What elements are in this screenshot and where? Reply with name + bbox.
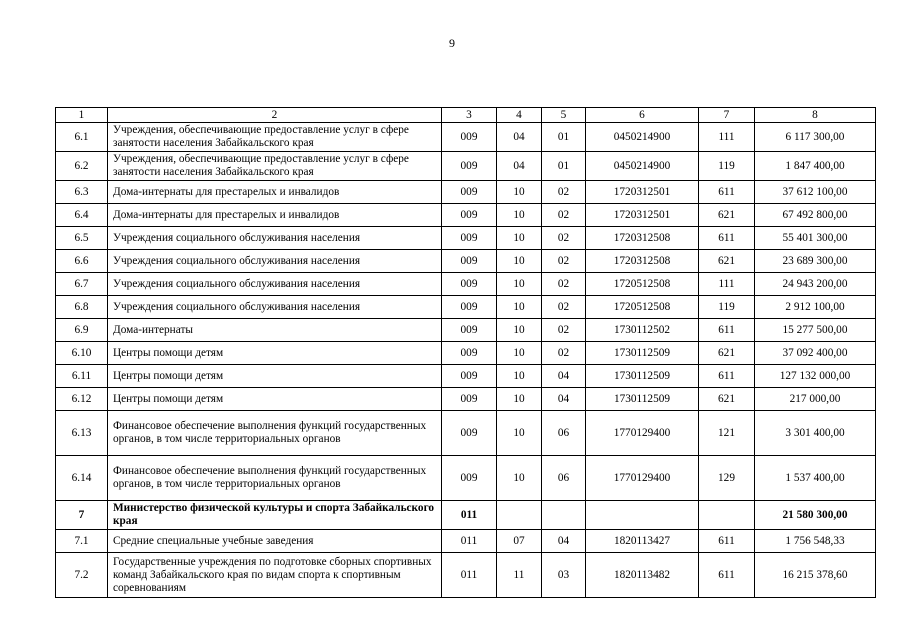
table-row [56,204,876,227]
code-section: 10 [497,411,542,456]
code-section: 10 [497,181,542,204]
table-row [56,530,876,553]
row-name: Учреждения социального обслуживания населения [108,296,442,319]
code-target: 1720512508 [586,296,699,319]
code-section: 04 [497,123,542,152]
row-name: Учреждения, обеспечивающие предоставление услуг в сфере занятости населения Забайкальского края [108,123,442,152]
code-ministry: 009 [442,181,497,204]
code-section: 10 [497,273,542,296]
code-expense-type: 111 [699,273,755,296]
code-subsection: 02 [542,273,586,296]
column-header: 7 [699,108,755,123]
table-row [56,296,876,319]
row-number: 6.4 [56,204,108,227]
code-ministry: 011 [442,501,497,530]
row-name: Государственные учреждения по подготовке сборных спортивных команд Забайкальского края по видам спорта к спортивным соревнованиям [108,553,442,598]
table-row [56,181,876,204]
code-expense-type: 111 [699,123,755,152]
column-header: 3 [442,108,497,123]
amount: 217 000,00 [755,388,876,411]
code-subsection [542,501,586,530]
row-name: Центры помощи детям [108,342,442,365]
table-row [56,411,876,456]
row-number: 7.1 [56,530,108,553]
code-section: 10 [497,365,542,388]
code-subsection: 02 [542,296,586,319]
row-name: Учреждения социального обслуживания населения [108,227,442,250]
amount: 21 580 300,00 [755,501,876,530]
code-section: 11 [497,553,542,598]
row-number: 6.1 [56,123,108,152]
code-ministry: 009 [442,204,497,227]
row-name: Центры помощи детям [108,365,442,388]
code-ministry: 009 [442,296,497,319]
amount: 24 943 200,00 [755,273,876,296]
row-number: 6.7 [56,273,108,296]
amount: 15 277 500,00 [755,319,876,342]
column-header: 8 [755,108,876,123]
code-subsection: 02 [542,342,586,365]
code-expense-type: 119 [699,296,755,319]
amount: 37 612 100,00 [755,181,876,204]
code-section: 10 [497,342,542,365]
code-subsection: 04 [542,388,586,411]
row-number: 6.11 [56,365,108,388]
amount: 16 215 378,60 [755,553,876,598]
code-section: 10 [497,456,542,501]
column-header: 5 [542,108,586,123]
row-number: 6.5 [56,227,108,250]
table-row [56,388,876,411]
code-expense-type: 611 [699,530,755,553]
amount: 1 756 548,33 [755,530,876,553]
amount: 23 689 300,00 [755,250,876,273]
row-name: Средние специальные учебные заведения [108,530,442,553]
page-number: 9 [449,36,455,50]
amount: 37 092 400,00 [755,342,876,365]
code-expense-type: 611 [699,181,755,204]
code-ministry: 009 [442,152,497,181]
amount: 1 847 400,00 [755,152,876,181]
code-expense-type [699,501,755,530]
code-target: 1720312501 [586,181,699,204]
code-expense-type: 611 [699,365,755,388]
code-subsection: 01 [542,123,586,152]
code-expense-type: 611 [699,227,755,250]
code-subsection: 06 [542,411,586,456]
code-subsection: 06 [542,456,586,501]
table-row [56,342,876,365]
code-target: 1820113427 [586,530,699,553]
code-target: 1770129400 [586,411,699,456]
row-number: 6.12 [56,388,108,411]
code-expense-type: 611 [699,319,755,342]
code-section: 10 [497,250,542,273]
code-expense-type: 621 [699,388,755,411]
code-ministry: 009 [442,411,497,456]
row-name: Дома-интернаты для престарелых и инвалидов [108,181,442,204]
code-expense-type: 621 [699,204,755,227]
code-ministry: 009 [442,319,497,342]
amount: 1 537 400,00 [755,456,876,501]
amount: 2 912 100,00 [755,296,876,319]
code-ministry: 009 [442,273,497,296]
table-row [56,456,876,501]
table-row [56,250,876,273]
code-ministry: 009 [442,250,497,273]
code-expense-type: 121 [699,411,755,456]
table-row [56,123,876,152]
column-header: 1 [56,108,108,123]
table-row [56,227,876,250]
code-subsection: 01 [542,152,586,181]
code-section: 10 [497,296,542,319]
code-target: 0450214900 [586,152,699,181]
code-subsection: 02 [542,181,586,204]
code-subsection: 04 [542,530,586,553]
code-expense-type: 621 [699,342,755,365]
code-expense-type: 129 [699,456,755,501]
budget-table [55,107,876,598]
table-row [56,152,876,181]
code-target: 1720312508 [586,227,699,250]
code-ministry: 009 [442,365,497,388]
code-ministry: 009 [442,388,497,411]
table-row [56,273,876,296]
row-number: 6.2 [56,152,108,181]
code-ministry: 009 [442,456,497,501]
column-header: 2 [108,108,442,123]
amount: 3 301 400,00 [755,411,876,456]
code-expense-type: 611 [699,553,755,598]
code-subsection: 02 [542,250,586,273]
code-subsection: 02 [542,227,586,250]
code-ministry: 011 [442,553,497,598]
code-section: 10 [497,319,542,342]
code-section: 04 [497,152,542,181]
code-section: 10 [497,204,542,227]
code-target: 1720512508 [586,273,699,296]
row-number: 6.8 [56,296,108,319]
row-name: Министерство физической культуры и спорта Забайкальского края [108,501,442,530]
code-target: 1730112509 [586,342,699,365]
column-header: 6 [586,108,699,123]
code-target: 1730112509 [586,388,699,411]
code-subsection: 02 [542,319,586,342]
code-target: 1730112502 [586,319,699,342]
code-section: 07 [497,530,542,553]
row-number: 6.3 [56,181,108,204]
code-target: 1730112509 [586,365,699,388]
code-target: 1720312501 [586,204,699,227]
row-number: 6.13 [56,411,108,456]
code-ministry: 009 [442,123,497,152]
row-name: Дома-интернаты для престарелых и инвалидов [108,204,442,227]
amount: 67 492 800,00 [755,204,876,227]
row-name: Финансовое обеспечение выполнения функций государственных органов, в том числе территориальных органов [108,411,442,456]
amount: 55 401 300,00 [755,227,876,250]
row-number: 6.6 [56,250,108,273]
code-section [497,501,542,530]
code-subsection: 03 [542,553,586,598]
code-target: 0450214900 [586,123,699,152]
row-name: Учреждения социального обслуживания населения [108,250,442,273]
amount: 127 132 000,00 [755,365,876,388]
column-header: 4 [497,108,542,123]
row-number: 7 [56,501,108,530]
code-section: 10 [497,227,542,250]
code-expense-type: 119 [699,152,755,181]
row-number: 6.14 [56,456,108,501]
table-header-row [56,108,876,123]
amount: 6 117 300,00 [755,123,876,152]
table-row [56,501,876,530]
row-name: Учреждения, обеспечивающие предоставление услуг в сфере занятости населения Забайкальского края [108,152,442,181]
code-target: 1770129400 [586,456,699,501]
table-row [56,553,876,598]
code-target: 1820113482 [586,553,699,598]
row-number: 7.2 [56,553,108,598]
row-name: Учреждения социального обслуживания населения [108,273,442,296]
row-name: Центры помощи детям [108,388,442,411]
code-section: 10 [497,388,542,411]
code-ministry: 009 [442,227,497,250]
table-row [56,319,876,342]
table-row [56,365,876,388]
code-expense-type: 621 [699,250,755,273]
row-name: Дома-интернаты [108,319,442,342]
row-number: 6.9 [56,319,108,342]
code-subsection: 02 [542,204,586,227]
code-ministry: 009 [442,342,497,365]
code-subsection: 04 [542,365,586,388]
row-name: Финансовое обеспечение выполнения функций государственных органов, в том числе территориальных органов [108,456,442,501]
row-number: 6.10 [56,342,108,365]
code-ministry: 011 [442,530,497,553]
code-target [586,501,699,530]
code-target: 1720312508 [586,250,699,273]
